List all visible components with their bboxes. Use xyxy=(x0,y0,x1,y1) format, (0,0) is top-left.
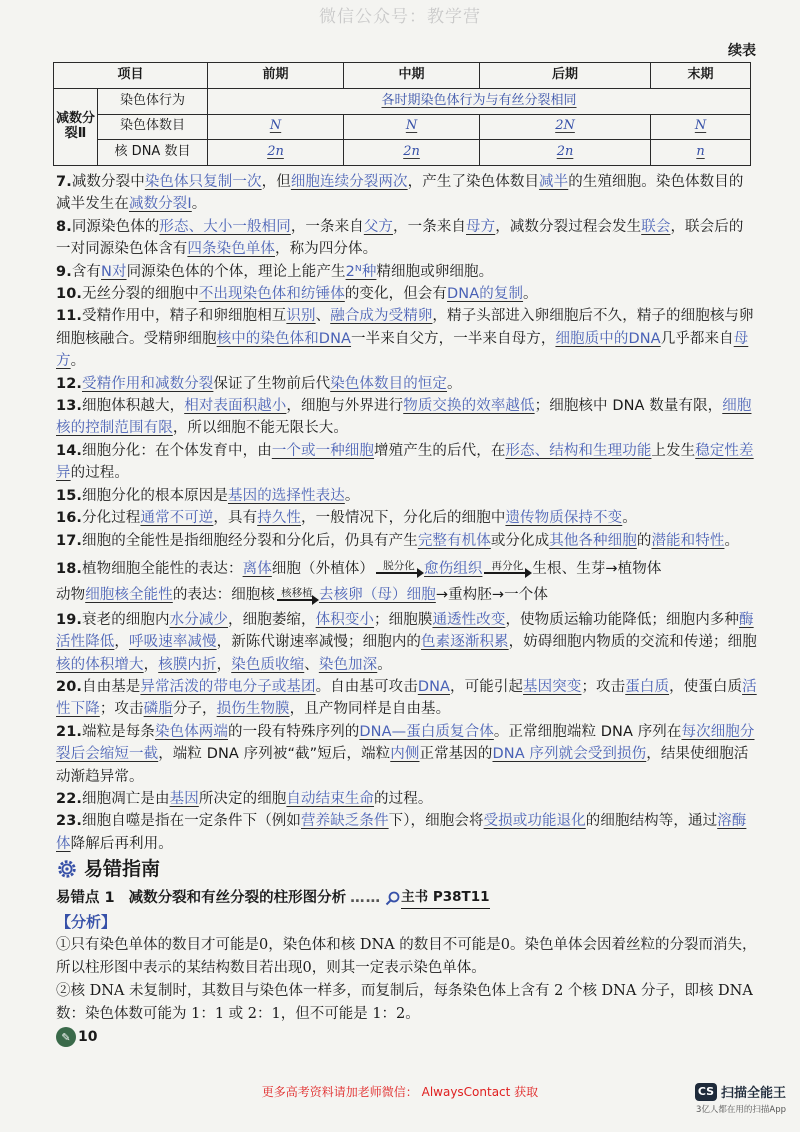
knowledge-list xyxy=(56,171,758,855)
list-item: 7.减数分裂中染色体只复制一次，但细胞连续分裂两次，产生了染色体数目减半的生殖细胞。染色体数目的减半发生在减数分裂Ⅰ。 xyxy=(56,174,744,213)
section-title: 易错指南 xyxy=(56,856,758,882)
analysis-body xyxy=(56,934,758,1026)
list-item: 19.衰老的细胞内水分减少，细胞萎缩，体积变小；细胞膜通透性改变，使物质运输功能降低；细胞内多种酶活性降低，呼吸速率减慢，新陈代谢速率减慢；细胞内的色素逐渐积累，妨碍细胞内物质的交流和传递；细胞核的体积增大，核膜内折，染色质收缩、染色加深。 xyxy=(56,611,757,673)
table-header: 末期 xyxy=(651,63,751,89)
table-row xyxy=(54,88,751,114)
table-group-label: 减数分裂Ⅱ xyxy=(54,88,98,165)
table-row xyxy=(54,140,751,166)
table-cell: 2n xyxy=(208,140,344,166)
table-cell: 各时期染色体行为与有丝分裂相同 xyxy=(208,88,751,114)
watermark: 微信公众号：教学营 xyxy=(319,7,481,27)
table-row-label: 染色体数目 xyxy=(98,114,208,140)
table-cell: 2n xyxy=(344,140,480,166)
list-item: 22.细胞凋亡是由基因所决定的细胞自动结束生命的过程。 xyxy=(56,790,433,807)
list-item: 12.受精作用和减数分裂保证了生物前后代染色体数目的恒定。 xyxy=(56,375,462,392)
list-item: 21.端粒是每条染色体两端的一段有特殊序列的DNA—蛋白质复合体。正常细胞端粒 DNA 序列在每次细胞分裂后会缩短一截，端粒 DNA 序列被“截”短后，端粒内侧正常基因的DNA 序列就会受到损伤，结果使细胞活动渐趋异常。 xyxy=(56,723,755,785)
table-cell: N xyxy=(208,114,344,140)
arrow-redifferentiation: 再分化 xyxy=(484,560,530,580)
list-item: 20.自由基是异常活泼的带电分子或基团。自由基可攻击DNA，可能引起基因突变；攻击蛋白质，使蛋白质活性下降；攻击磷脂分子，损伤生物膜，且产物同样是自由基。 xyxy=(56,678,757,718)
table-header: 前期 xyxy=(208,63,344,89)
magnifier-icon xyxy=(385,890,401,906)
list-item: 18. 植物细胞全能性的表达： 离体 细胞（外植体） 脱分化 愈伤组织 再分化 生根、生芽→植物体 xyxy=(56,558,758,580)
error-guide-section xyxy=(56,856,758,1026)
arrow-nuclear-transfer: 核移植 xyxy=(277,587,317,607)
table-header: 中期 xyxy=(344,63,480,89)
list-item: 10.无丝分裂的细胞中不出现染色体和纺锤体的变化，但会有DNA的复制。 xyxy=(56,286,538,303)
table-cell: n xyxy=(651,140,751,166)
analysis-label: 【分析】 xyxy=(56,913,117,932)
table-cell: N xyxy=(344,114,480,140)
arrow-dedifferentiation: 脱分化 xyxy=(376,560,422,580)
list-item: 16.分化过程通常不可逆，具有持久性，一般情况下，分化后的细胞中遗传物质保持不变。 xyxy=(56,510,637,527)
footer-note: 更多高考资料请加老师微信： AlwaysContact 获取 xyxy=(261,1085,539,1099)
continued-label: 续表 xyxy=(728,43,756,59)
list-item: 14.细胞分化：在个体发育中，由一个或一种细胞增殖产生的后代，在形态、结构和生理功能上发生稳定性差异的过程。 xyxy=(56,442,754,482)
page-badge-icon: ✎ xyxy=(56,1027,76,1047)
table-cell: 2n xyxy=(480,140,651,166)
gear-icon xyxy=(56,858,78,880)
list-item: 17.细胞的全能性是指细胞经分裂和分化后，仍具有产生完整有机体或分化成其他各种细胞的潜能和特性。 xyxy=(56,532,740,549)
list-item: 13.细胞体积越大，相对表面积越小，细胞与外界进行物质交换的效率越低；细胞核中 DNA 数量有限，细胞核的控制范围有限，所以细胞不能无限长大。 xyxy=(56,398,752,437)
table-cell: 2N xyxy=(480,114,651,140)
table-row xyxy=(54,114,751,140)
table-header-row xyxy=(54,63,751,89)
meiosis-table xyxy=(53,62,751,166)
scanner-name: 扫描全能王 xyxy=(720,1086,786,1101)
table-row-label: 核 DNA 数目 xyxy=(98,140,208,166)
table-cell: N xyxy=(651,114,751,140)
list-item: 8.同源染色体的形态、大小一般相同，一条来自父方，一条来自母方，减数分裂过程会发生联会，联会后的一对同源染色体含有四条染色单体，称为四分体。 xyxy=(56,218,744,258)
list-item: 动物 细胞核全能性 的表达：细胞核 核移植 去核卵（母）细胞 →重构胚→一个体 xyxy=(56,584,758,606)
list-item: 11.受精作用中，精子和卵细胞相互识别、融合成为受精卵，精子头部进入卵细胞后不久，精子的细胞核与卵细胞核融合。受精卵细胞核中的染色体和DNA一半来自父方，一半来自母方，细胞质中的DNA几乎都来自母方。 xyxy=(56,308,754,370)
error-point-heading: 易错点 1 减数分裂和有丝分裂的柱形图分析 …… 主书 P38T11 xyxy=(56,886,758,909)
table-header: 项目 xyxy=(54,63,208,89)
scanner-logo-icon: CS xyxy=(695,1083,717,1101)
list-item: 15.细胞分化的根本原因是基因的选择性表达。 xyxy=(56,487,360,504)
list-item: 23.细胞自噬是指在一定条件下（例如营养缺乏条件下），细胞会将受损或功能退化的细胞结构等，通过溶酶体降解后再利用。 xyxy=(56,813,747,852)
analysis-paragraph: ①只有染色单体的数目才可能是0，染色体和核 DNA 的数目不可能是0。染色单体会因着丝粒的分裂而消失，所以柱形图中表示的某结构数目若出现0，则其一定表示染色单体。 xyxy=(56,936,757,976)
table-header: 后期 xyxy=(480,63,651,89)
scanner-tagline: 3亿人都在用的扫描App xyxy=(695,1105,786,1115)
book-reference: 主书 P38T11 xyxy=(385,886,489,909)
analysis-paragraph: ②核 DNA 未复制时，其数目与染色体一样多，而复制后，每条染色体上含有 2 个核 DNA 分子，即核 DNA 数：染色体数可能为 1：1 或 2：1，但不可能是 1：2。 xyxy=(56,982,753,1022)
list-item: 9.含有N对同源染色体的个体，理论上能产生2ᴺ种精细胞或卵细胞。 xyxy=(56,263,494,280)
page-number: ✎ 10 xyxy=(56,1027,97,1047)
table-row-label: 染色体行为 xyxy=(98,88,208,114)
scanner-brand xyxy=(695,1082,786,1115)
